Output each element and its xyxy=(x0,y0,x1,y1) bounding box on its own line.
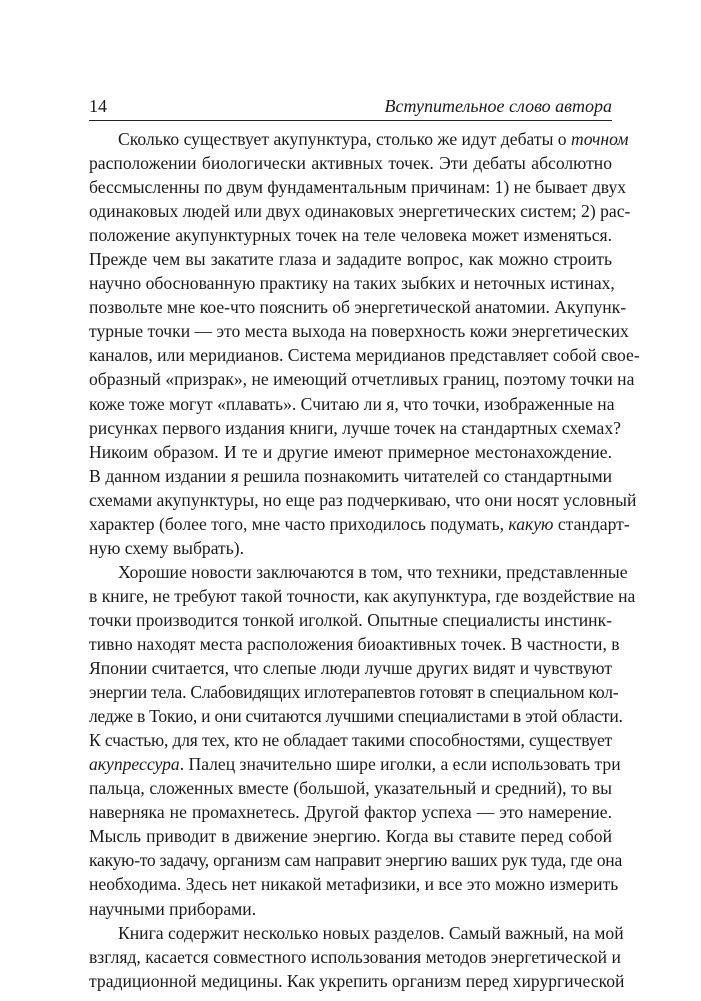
text-segment: в книге, не требуют такой точности, как акупунктура, где воздействие на xyxy=(89,585,636,606)
text-segment: рисунках первого издания книги, лучше точек на стандартных схемах? xyxy=(89,417,621,438)
text-line xyxy=(89,223,612,247)
text-line xyxy=(89,319,629,343)
paragraph xyxy=(89,921,625,993)
text-line xyxy=(89,199,631,223)
text-segment: каналов, или меридианов. Система меридианов представляет собой свое- xyxy=(89,345,640,366)
text-segment: коже тоже могут «плавать». Считаю ли я, что точки, изображенные на xyxy=(89,393,615,414)
text-line xyxy=(89,752,621,776)
text-segment: стандарт- xyxy=(553,513,630,534)
text-line xyxy=(89,560,628,584)
text-segment: расположении биологически активных точек. Эти дебаты абсолютно xyxy=(89,153,612,174)
emphasis-text: акупрессура xyxy=(89,754,180,775)
text-line xyxy=(89,271,615,295)
text-line xyxy=(89,848,623,872)
text-line xyxy=(89,872,619,896)
text-segment: турные точки — это места выхода на поверхность кожи энергетических xyxy=(89,321,629,342)
text-line xyxy=(89,608,612,632)
text-segment: одинаковых людей или двух одинаковых энергетических систем; 2) рас- xyxy=(89,201,631,222)
text-segment: Хорошие новости заключаются в том, что техники, представленные xyxy=(118,561,628,582)
text-segment: ную схему выбрать). xyxy=(89,537,245,558)
text-line xyxy=(89,416,621,440)
text-line xyxy=(89,151,612,175)
text-line xyxy=(89,367,635,391)
text-line xyxy=(89,440,612,464)
text-segment: наверняка не промахнетесь. Другой фактор успеха — это намерение. xyxy=(89,802,612,823)
text-line xyxy=(89,897,612,921)
text-segment: тивно находят места расположения биоактивных точек. В частности, в xyxy=(89,633,620,654)
page-number: 14 xyxy=(89,96,107,116)
text-segment: Сколько существует акупунктура, столько же идут дебаты о xyxy=(118,129,571,149)
text-line xyxy=(89,127,629,151)
text-line xyxy=(89,464,612,488)
emphasis-text: какую xyxy=(508,513,554,534)
text-line xyxy=(89,728,612,752)
text-segment: Японии считается, что слепые люди лучше других видят и чувствуют xyxy=(89,658,613,679)
text-line xyxy=(89,969,625,993)
text-segment: К счастью, для тех, кто не обладает такими способностями, существует xyxy=(89,730,612,751)
text-line xyxy=(89,656,612,680)
text-line xyxy=(89,295,627,319)
text-line xyxy=(89,488,637,512)
text-line xyxy=(89,512,630,536)
text-segment: пальца, сложенных вместе (большой, указательный и средний), то вы xyxy=(89,778,612,799)
text-line xyxy=(89,824,612,848)
text-line xyxy=(89,392,615,416)
text-segment: научно обоснованную практику на таких зыбких и неточных истинах, xyxy=(89,273,615,294)
text-segment: Прежде чем вы закатите глаза и зададите вопрос, как можно строить xyxy=(89,249,612,270)
text-line xyxy=(89,343,640,367)
running-header xyxy=(89,96,612,121)
text-segment: энергии тела. Слабовидящих иглотерапевтов готовят в специальном кол- xyxy=(89,682,619,703)
text-line xyxy=(89,800,612,824)
text-segment: ледже в Токио, и они считаются лучшими специалистами в этой области. xyxy=(89,706,623,727)
emphasis-text: точном xyxy=(570,129,629,149)
text-segment: точки производится тонкой иголкой. Опытные специалисты инстинк- xyxy=(89,609,612,630)
text-line xyxy=(89,704,623,728)
text-line xyxy=(89,536,612,560)
text-segment: образный «призрак», не имеющий отчетливых границ, поэтому точки на xyxy=(89,369,635,390)
text-segment: бессмысленны по двум фундаментальным причинам: 1) не бывает двух xyxy=(89,177,627,198)
text-line xyxy=(89,945,621,969)
paragraph xyxy=(89,127,640,560)
text-segment: необходима. Здесь нет никакой метафизики, и все это можно измерить xyxy=(89,874,619,895)
running-head-title: Вступительное слово автора xyxy=(384,96,612,116)
text-segment: . Палец значительно шире иголки, а если использовать три xyxy=(179,754,621,775)
text-line xyxy=(89,632,620,656)
text-segment: схемами акупунктуры, но еще раз подчеркиваю, что они носят условный xyxy=(89,489,637,510)
text-segment: Никоим образом. И те и другие имеют примерное местонахождение. xyxy=(89,441,612,462)
text-segment: Мысль приводит в движение энергию. Когда вы ставите перед собой xyxy=(89,826,612,847)
paragraph xyxy=(89,560,636,921)
text-segment: научными приборами. xyxy=(89,898,257,919)
text-segment: взгляд, касается совместного использования методов энергетической и xyxy=(89,946,621,967)
text-segment: какую-то задачу, организм сам направит энергию ваших рук туда, где она xyxy=(89,850,623,871)
text-line xyxy=(89,247,612,271)
text-line xyxy=(89,921,624,945)
text-segment: Книга содержит несколько новых разделов. Самый важный, на мой xyxy=(118,922,624,943)
text-segment: традиционной медицины. Как укрепить организм перед хирургической xyxy=(89,970,625,991)
text-segment: позвольте мне кое-что пояснить об энергетической анатомии. Акупунк- xyxy=(89,297,627,318)
text-line xyxy=(89,175,627,199)
text-line xyxy=(89,680,619,704)
text-segment: характер (более того, мне часто приходилось подумать, xyxy=(89,513,509,534)
body-text xyxy=(89,127,640,993)
text-segment: положение акупунктурных точек на теле человека может изменяться. xyxy=(89,225,612,246)
text-line xyxy=(89,584,636,608)
text-segment: В данном издании я решила познакомить читателей со стандартными xyxy=(89,465,612,486)
text-line xyxy=(89,776,612,800)
